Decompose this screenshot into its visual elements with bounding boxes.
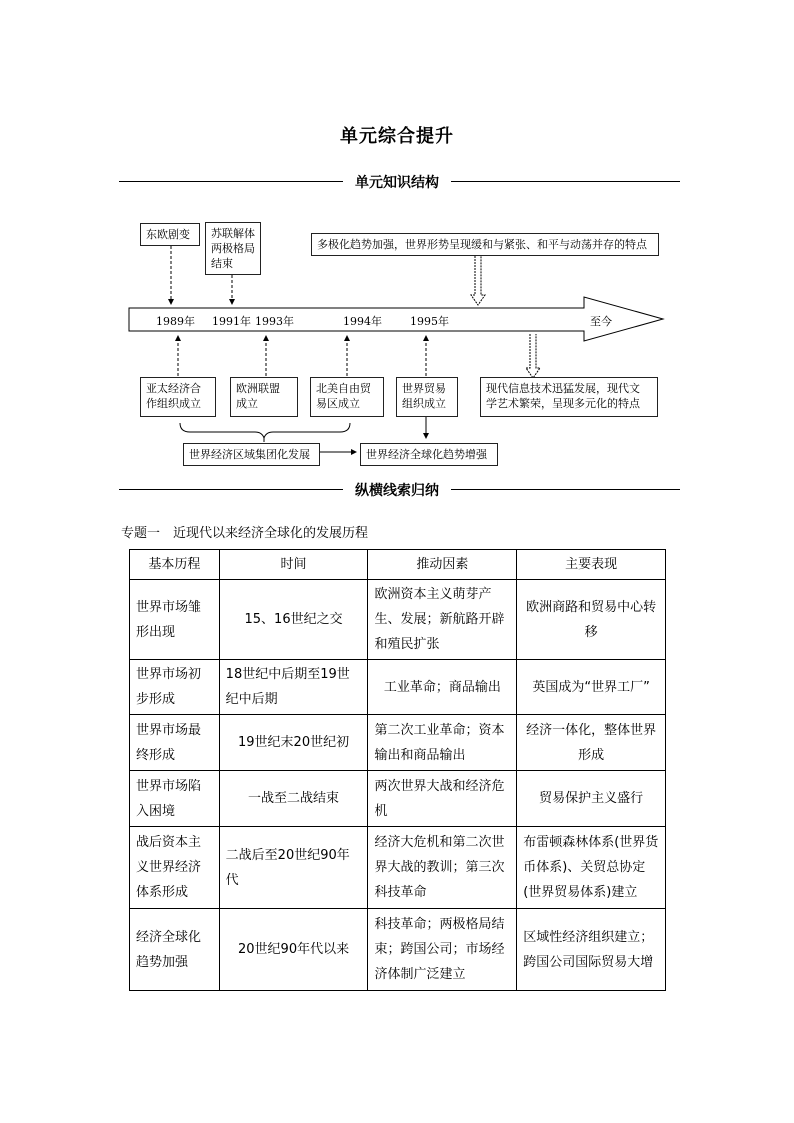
table-row bbox=[130, 771, 666, 827]
cell-time: 二战后至20世纪90年代 bbox=[219, 827, 368, 909]
header-time: 时间 bbox=[219, 550, 368, 580]
globalization-table bbox=[129, 549, 666, 991]
cell-performance: 布雷顿森林体系(世界货币体系)、关贸总协定(世界贸易体系)建立 bbox=[517, 827, 666, 909]
cell-factor: 经济大危机和第二次世界大战的教训；第三次科技革命 bbox=[368, 827, 517, 909]
timeline-arrow bbox=[129, 297, 663, 341]
cell-performance: 贸易保护主义盛行 bbox=[517, 771, 666, 827]
year-1993: 1993年 bbox=[255, 315, 294, 328]
cell-factor: 欧洲资本主义萌芽产生、发展；新航路开辟和殖民扩张 bbox=[368, 580, 517, 660]
header-stage: 基本历程 bbox=[130, 550, 220, 580]
cell-stage: 世界市场初步形成 bbox=[130, 660, 220, 715]
table-row bbox=[130, 660, 666, 715]
box-eu: 欧洲联盟 成立 bbox=[230, 377, 298, 417]
box-regional-grouping: 世界经济区域集团化发展 bbox=[183, 443, 320, 466]
year-1989: 1989年 bbox=[156, 315, 195, 328]
cell-performance: 经济一体化，整体世界形成 bbox=[517, 715, 666, 771]
box-wto: 世界贸易 组织成立 bbox=[396, 377, 458, 417]
cell-stage: 世界市场陷入困境 bbox=[130, 771, 220, 827]
year-now: 至今 bbox=[590, 315, 612, 328]
box-apec: 亚太经济合 作组织成立 bbox=[140, 377, 216, 417]
cell-time: 20世纪90年代以来 bbox=[219, 909, 368, 991]
cell-time: 19世纪末20世纪初 bbox=[219, 715, 368, 771]
table-row bbox=[130, 580, 666, 660]
box-soviet-collapse: 苏联解体 两极格局 结束 bbox=[205, 222, 261, 275]
table-row bbox=[130, 827, 666, 909]
table-row bbox=[130, 715, 666, 771]
box-globalization: 世界经济全球化趋势增强 bbox=[360, 443, 498, 466]
table-row bbox=[130, 909, 666, 991]
section-heading-clues bbox=[0, 480, 794, 500]
cell-time: 18世纪中后期至19世纪中后期 bbox=[219, 660, 368, 715]
bracket bbox=[180, 423, 350, 438]
box-eastern-europe: 东欧剧变 bbox=[140, 223, 200, 246]
cell-time: 一战至二战结束 bbox=[219, 771, 368, 827]
cell-time: 15、16世纪之交 bbox=[219, 580, 368, 660]
cell-performance: 欧洲商路和贸易中心转移 bbox=[517, 580, 666, 660]
cell-stage: 世界市场雏形出现 bbox=[130, 580, 220, 660]
year-1994: 1994年 bbox=[343, 315, 382, 328]
header-performance: 主要表现 bbox=[517, 550, 666, 580]
table-header-row bbox=[130, 550, 666, 580]
section-title-clues: 纵横线索归纳 bbox=[343, 480, 451, 500]
cell-stage: 世界市场最终形成 bbox=[130, 715, 220, 771]
cell-performance: 区域性经济组织建立；跨国公司国际贸易大增 bbox=[517, 909, 666, 991]
topic-heading: 专题一 近现代以来经济全球化的发展历程 bbox=[121, 526, 369, 541]
cell-factor: 两次世界大战和经济危机 bbox=[368, 771, 517, 827]
hollow-arrow-bottom bbox=[526, 334, 540, 378]
cell-factor: 第二次工业革命；资本输出和商品输出 bbox=[368, 715, 517, 771]
cell-factor: 工业革命；商品输出 bbox=[368, 660, 517, 715]
box-nafta: 北美自由贸 易区成立 bbox=[310, 377, 384, 417]
cell-performance: 英国成为“世界工厂” bbox=[517, 660, 666, 715]
cell-factor: 科技革命；两极格局结束；跨国公司；市场经济体制广泛建立 bbox=[368, 909, 517, 991]
year-1995: 1995年 bbox=[410, 315, 449, 328]
section-title-structure: 单元知识结构 bbox=[343, 172, 451, 192]
year-1991: 1991年 bbox=[212, 315, 251, 328]
cell-stage: 战后资本主义世界经济体系形成 bbox=[130, 827, 220, 909]
box-multipolar: 多极化趋势加强，世界形势呈现缓和与紧张、和平与动荡并存的特点 bbox=[311, 233, 659, 256]
page-title: 单元综合提升 bbox=[340, 126, 454, 147]
cell-stage: 经济全球化趋势加强 bbox=[130, 909, 220, 991]
hollow-arrow-top bbox=[471, 256, 485, 305]
box-modern-tech: 现代信息技术迅猛发展，现代文 学艺术繁荣，呈现多元化的特点 bbox=[480, 377, 658, 417]
header-factor: 推动因素 bbox=[368, 550, 517, 580]
